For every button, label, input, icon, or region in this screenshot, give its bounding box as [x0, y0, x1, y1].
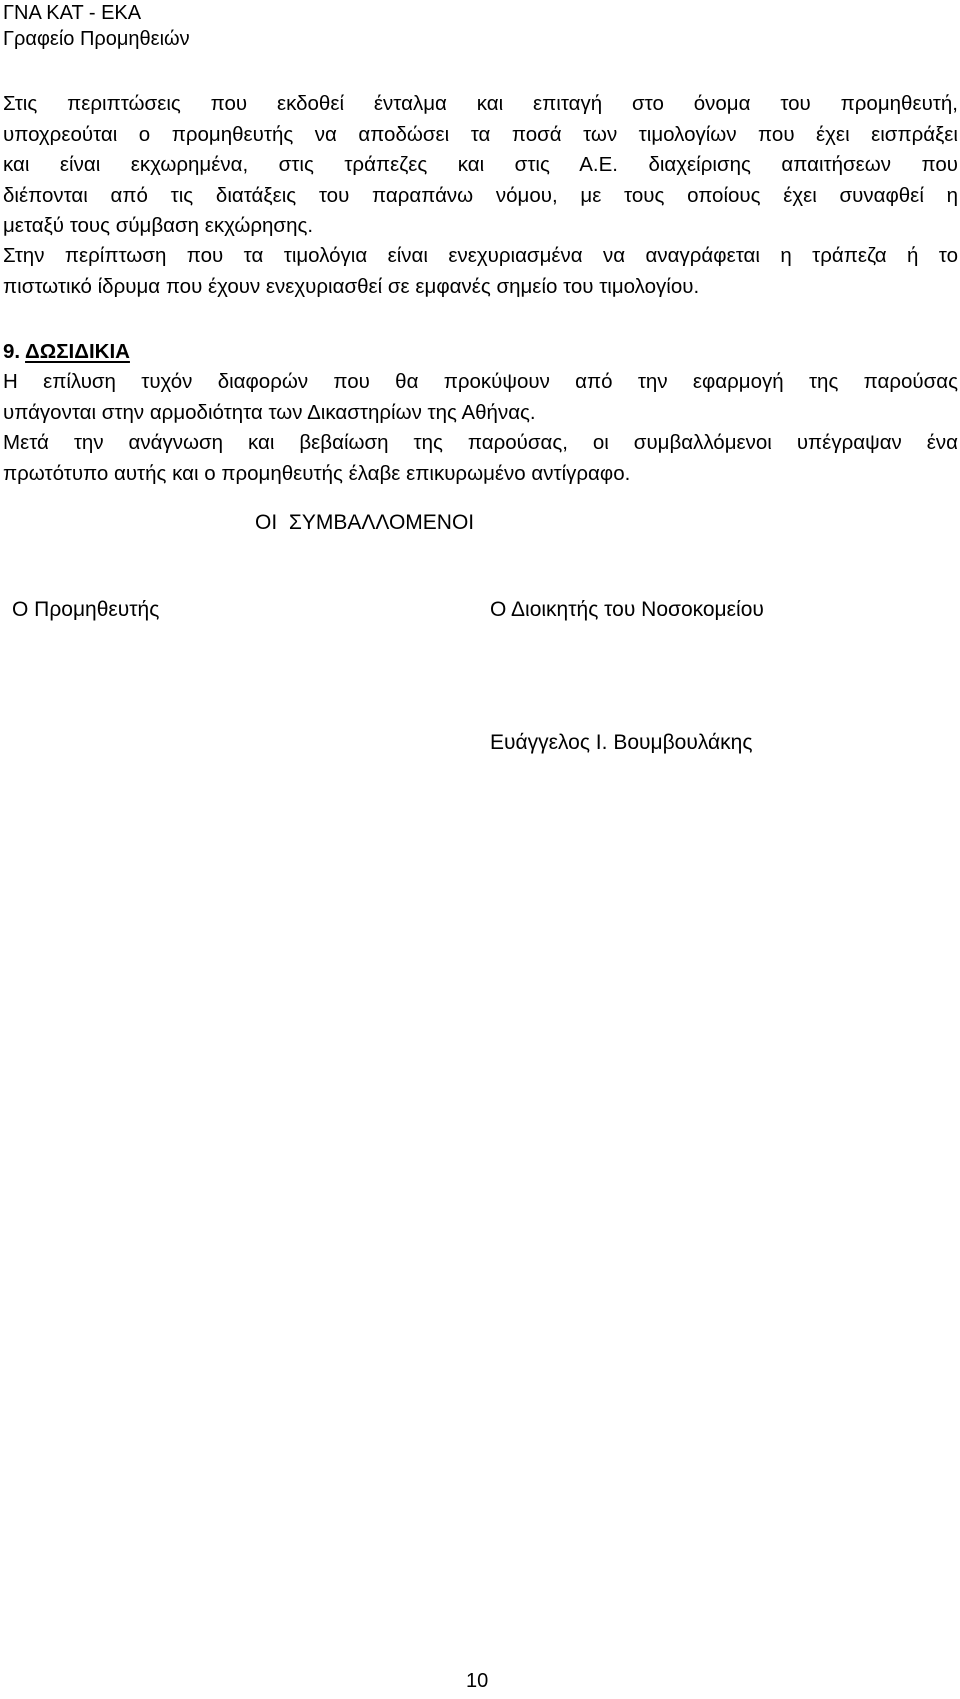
paragraph-line: Η επίλυση τυχόν διαφορών που θα προκύψουν από την εφαρμογή της παρούσας [3, 370, 958, 393]
paragraph-line: υπάγονται στην αρμοδιότητα των Δικαστηρίων της Αθήνας. [3, 400, 536, 424]
document-header [3, 0, 190, 52]
paragraph-line: Στην περίπτωση που τα τιμολόγια είναι ενεχυριασμένα να αναγράφεται η τράπεζα ή το [3, 244, 958, 267]
section-title: ΔΩΣΙΔΙΚΙΑ [25, 340, 130, 363]
paragraph-pledged-invoices [3, 241, 958, 302]
header-organization: ΓΝΑ ΚΑΤ - ΕΚΑ [3, 2, 142, 24]
paragraph-line: πρωτότυπο αυτής και ο προμηθευτής έλαβε επικυρωμένο αντίγραφο. [3, 461, 631, 485]
page-number: 10 [466, 1670, 489, 1692]
paragraph-line: υποχρεούται ο προμηθευτής να αποδώσει τα ποσά των τιμολογίων που έχει εισπράξει [3, 122, 958, 146]
section-number: 9. [3, 340, 21, 363]
signature-director: Ο Διοικητής του Νοσοκομείου [490, 598, 764, 621]
signature-supplier: Ο Προμηθευτής [12, 598, 160, 621]
signatures-title: ΟΙ ΣΥΜΒΑΛΛΟΜΕΝΟΙ [255, 511, 475, 534]
section-heading [3, 337, 130, 367]
paragraph-line: πιστωτικό ίδρυμα που έχουν ενεχυριασθεί σε εμφανές σημείο του τιμολογίου. [3, 274, 700, 298]
paragraph-line: και είναι εκχωρημένα, στις τράπεζες και στις Α.Ε. διαχείρισης απαιτήσεων που [3, 153, 958, 176]
paragraph-line: μεταξύ τους σύμβαση εκχώρησης. [3, 214, 314, 237]
header-office: Γραφείο Προμηθειών [3, 28, 190, 50]
paragraph-signing [3, 428, 958, 489]
paragraph-payment-assignment [3, 89, 958, 242]
signature-director-name: Ευάγγελος Ι. Βουμβουλάκης [490, 731, 753, 754]
paragraph-line: Στις περιπτώσεις που εκδοθεί ένταλμα και επιταγή στο όνομα του προμηθευτή, [3, 92, 958, 115]
paragraph-jurisdiction [3, 367, 958, 428]
paragraph-line: διέπονται από τις διατάξεις του παραπάνω νόμου, με τους οποίους έχει συναφθεί η [3, 183, 958, 207]
paragraph-line: Μετά την ανάγνωση και βεβαίωση της παρούσας, οι συμβαλλόμενοι υπέγραψαν ένα [3, 431, 958, 454]
